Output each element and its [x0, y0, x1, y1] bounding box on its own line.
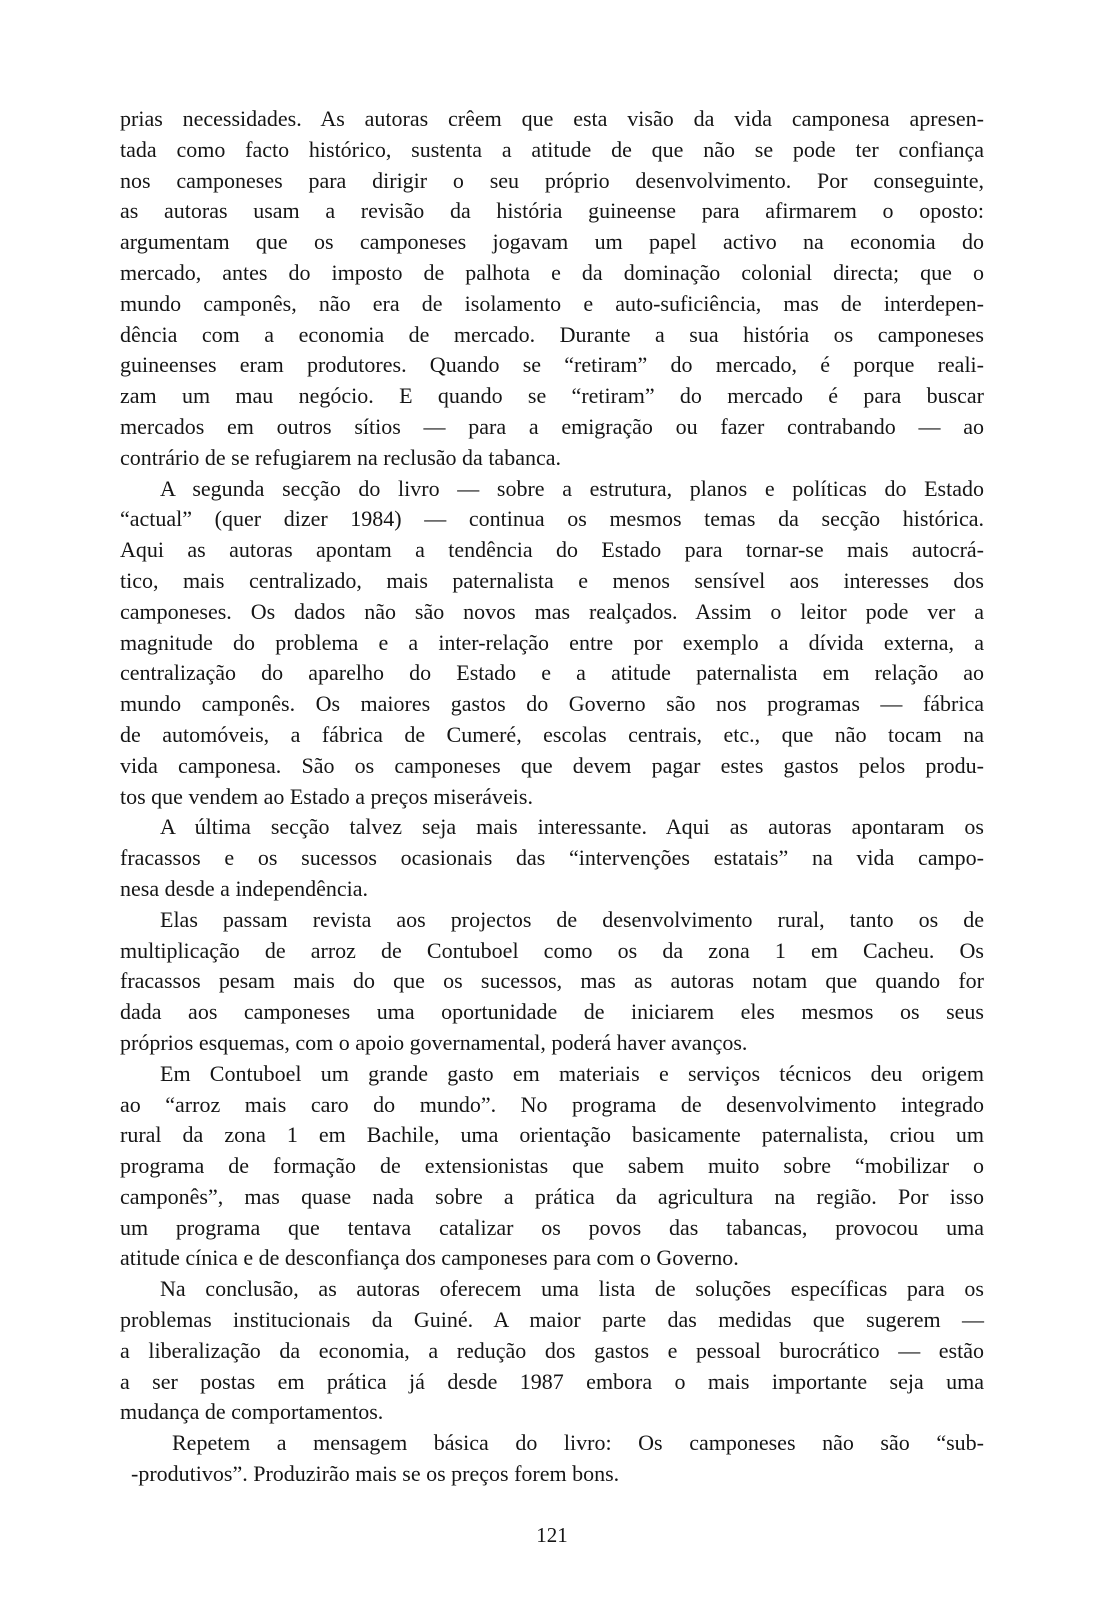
text-line: dada aos camponeses uma oportunidade de iniciarem eles mesmos os seus — [120, 999, 984, 1025]
text-line: Repetem a mensagem básica do livro: Os camponeses não são “sub- — [172, 1430, 984, 1456]
text-line: próprios esquemas, com o apoio governamental, poderá haver avanços. — [120, 1029, 748, 1055]
paragraph — [120, 1428, 984, 1490]
text-line: multiplicação de arroz de Contuboel como os da zona 1 em Cacheu. Os — [120, 937, 984, 963]
paragraph — [120, 474, 984, 813]
text-line: atitude cínica e de desconfiança dos camponeses para com o Governo. — [120, 1245, 739, 1271]
text-line: Aqui as autoras apontam a tendência do Estado para tornar-se mais autocrá- — [120, 537, 984, 563]
text-line: tada como facto histórico, sustenta a atitude de que não se pode ter confiança — [120, 136, 984, 162]
text-line: zam um mau negócio. E quando se “retiram” do mercado é para buscar — [120, 383, 984, 409]
text-line: rural da zona 1 em Bachile, uma orientação basicamente paternalista, criou um — [120, 1122, 984, 1148]
text-line: ao “arroz mais caro do mundo”. No programa de desenvolvimento integrado — [120, 1091, 984, 1117]
text-line: de automóveis, a fábrica de Cumeré, escolas centrais, etc., que não tocam na — [120, 721, 984, 747]
text-line: mercados em outros sítios — para a emigração ou fazer contrabando — ao — [120, 413, 984, 439]
text-line: problemas institucionais da Guiné. A maior parte das medidas que sugerem — — [120, 1307, 984, 1333]
paragraphs — [120, 104, 984, 1490]
paragraph — [120, 1059, 984, 1275]
text-line: tos que vendem ao Estado a preços miseráveis. — [120, 783, 533, 809]
text-line: mundo camponês, não era de isolamento e auto-suficiência, mas de interdepen- — [120, 290, 984, 316]
text-line: programa de formação de extensionistas que sabem muito sobre “mobilizar o — [120, 1153, 984, 1179]
text-line: argumentam que os camponeses jogavam um papel activo na economia do — [120, 229, 984, 255]
text-line: magnitude do problema e a inter-relação entre por exemplo a dívida externa, a — [120, 629, 984, 655]
paragraph — [120, 104, 984, 474]
text-line: “actual” (quer dizer 1984) — continua os mesmos temas da secção histórica. — [120, 506, 984, 532]
paragraph — [120, 905, 984, 1059]
text-line: prias necessidades. As autoras crêem que esta visão da vida camponesa apresen- — [120, 106, 984, 131]
text-line: vida camponesa. São os camponeses que devem pagar estes gastos pelos produ- — [120, 752, 984, 778]
text-line: guineenses eram produtores. Quando se “retiram” do mercado, é porque reali- — [120, 352, 984, 378]
text-line: fracassos e os sucessos ocasionais das “intervenções estatais” na vida campo- — [120, 845, 984, 871]
paragraph — [120, 812, 984, 904]
text-line: -produtivos”. Produzirão mais se os preços forem bons. — [131, 1461, 620, 1487]
text-line: camponês”, mas quase nada sobre a prática da agricultura na região. Por isso — [120, 1183, 984, 1209]
text-line: A segunda secção do livro — sobre a estrutura, planos e políticas do Estado — [160, 475, 984, 501]
text-line: tico, mais centralizado, mais paternalista e menos sensível aos interesses dos — [120, 567, 984, 593]
text-line: Em Contuboel um grande gasto em materiais e serviços técnicos deu origem — [160, 1060, 984, 1086]
text-line: fracassos pesam mais do que os sucessos, mas as autoras notam que quando for — [120, 968, 984, 994]
text-line: centralização do aparelho do Estado e a atitude paternalista em relação ao — [120, 660, 984, 686]
paragraph — [120, 1274, 984, 1428]
text-line: mercado, antes do imposto de palhota e da dominação colonial directa; que o — [120, 259, 984, 285]
text-line: A última secção talvez seja mais interessante. Aqui as autoras apontaram os — [160, 814, 984, 840]
text-line: camponeses. Os dados não são novos mas realçados. Assim o leitor pode ver a — [120, 598, 984, 624]
text-line: Elas passam revista aos projectos de desenvolvimento rural, tanto os de — [160, 906, 984, 932]
text-line: as autoras usam a revisão da história guineense para afirmarem o oposto: — [120, 198, 984, 224]
text-line: mudança de comportamentos. — [120, 1399, 384, 1425]
text-line: um programa que tentava catalizar os povos das tabancas, provocou uma — [120, 1214, 984, 1240]
text-line: Na conclusão, as autoras oferecem uma lista de soluções específicas para os — [160, 1276, 984, 1302]
document-body — [120, 104, 984, 1548]
text-line: nos camponeses para dirigir o seu próprio desenvolvimento. Por conseguinte, — [120, 167, 984, 193]
text-line: mundo camponês. Os maiores gastos do Governo são nos programas — fábrica — [120, 691, 984, 717]
text-line: contrário de se refugiarem na reclusão da tabanca. — [120, 444, 561, 470]
text-line: a liberalização da economia, a redução dos gastos e pessoal burocrático — estão — [120, 1337, 984, 1363]
text-line: nesa desde a independência. — [120, 875, 368, 901]
text-line: dência com a economia de mercado. Durante a sua história os camponeses — [120, 321, 984, 347]
page-number: 121 — [536, 1522, 568, 1547]
text-line: a ser postas em prática já desde 1987 embora o mais importante seja uma — [120, 1368, 984, 1394]
